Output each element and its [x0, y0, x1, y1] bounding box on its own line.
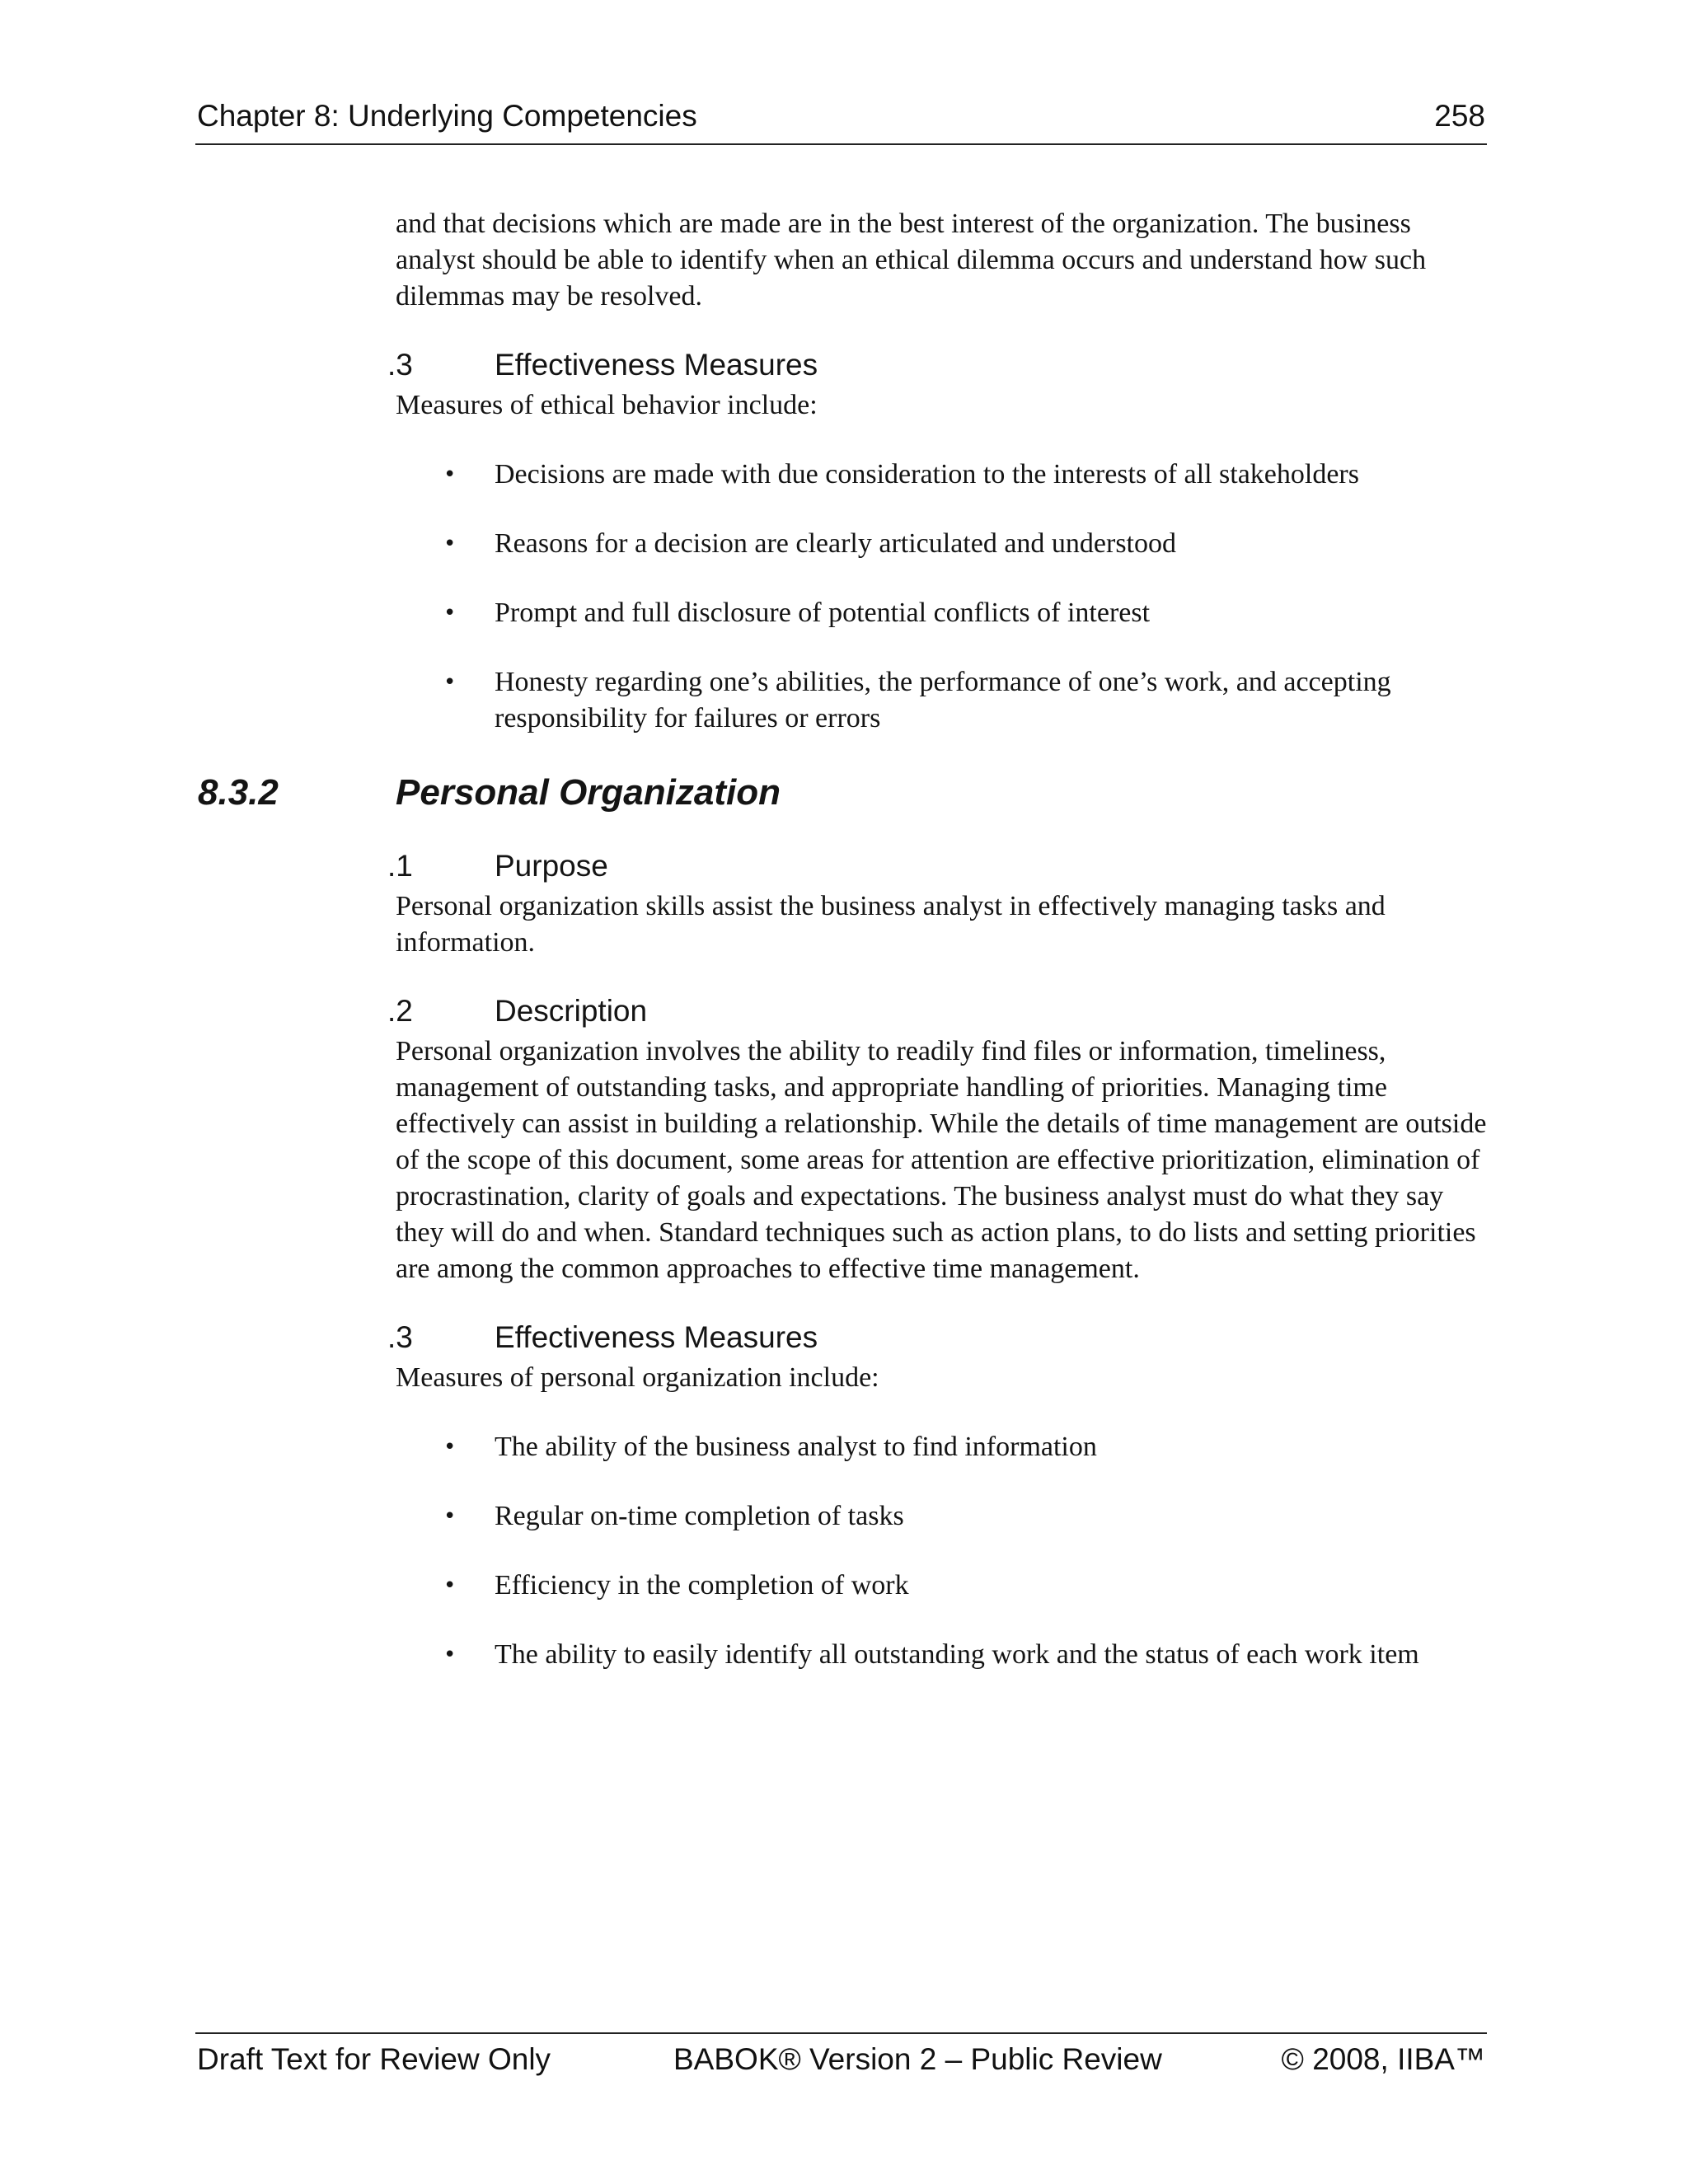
list-item [396, 1498, 1492, 1535]
list-item [396, 1568, 1492, 1604]
bullet-icon: • [443, 1573, 457, 1598]
list-item-text: Efficiency in the completion of work [495, 1570, 909, 1601]
org-effectiveness-heading [387, 1319, 1492, 1357]
description-paragraph: Personal organization involves the ability to readily find files or information, timeliness, management of outstanding tasks, and appropriate handling of priorities. Managing time effectively can assist in building a relationship. While the details of time management are outside of the scope of this document, some areas for attention are effective prioritization, elimination of procrastination, clarity of goals and expectations. The business analyst must do what they say they will do and when. Standard techniques such as action plans, to do lists and setting priorities are among the common approaches to effective time management. [396, 1036, 1487, 1284]
bullet-icon: • [443, 1435, 457, 1460]
subsection-number: .3 [387, 348, 413, 382]
page-header [195, 97, 1487, 145]
list-item-text: Reasons for a decision are clearly articulated and understood [495, 528, 1177, 559]
subsection-title: Effectiveness Measures [495, 1320, 818, 1354]
list-item [396, 664, 1492, 737]
footer-copyright: © 2008, IIBA™ [1281, 2042, 1485, 2076]
list-item [396, 526, 1492, 562]
page-footer [195, 2032, 1487, 2083]
subsection-number: .3 [387, 1320, 413, 1354]
ethics-effectiveness-lead: Measures of ethical behavior include: [396, 390, 818, 420]
subsection-title: Effectiveness Measures [495, 348, 818, 382]
list-item [396, 457, 1492, 493]
page-body [198, 206, 1492, 1706]
list-item-text: Prompt and full disclosure of potential conflicts of interest [495, 598, 1151, 628]
list-item [396, 595, 1492, 631]
bullet-icon: • [443, 1504, 457, 1529]
section-title: Personal Organization [396, 772, 781, 813]
footer-draft-note: Draft Text for Review Only [197, 2042, 551, 2076]
section-number: 8.3.2 [198, 772, 279, 813]
list-item [396, 1637, 1492, 1673]
purpose-paragraph: Personal organization skills assist the business analyst in effectively managing tasks and information. [396, 891, 1386, 958]
org-measures-list [396, 1429, 1492, 1673]
section-heading [198, 770, 1492, 816]
bullet-icon: • [443, 1643, 457, 1667]
bullet-icon: • [443, 670, 457, 695]
list-item-text: The ability of the business analyst to find information [495, 1432, 1097, 1462]
chapter-title: Chapter 8: Underlying Competencies [197, 99, 697, 133]
page-number: 258 [1434, 99, 1485, 133]
bullet-icon: • [443, 532, 457, 556]
org-effectiveness-lead: Measures of personal organization include: [396, 1362, 879, 1393]
description-heading [387, 992, 1492, 1030]
list-item-text: Regular on-time completion of tasks [495, 1501, 904, 1531]
list-item-text: Honesty regarding one’s abilities, the performance of one’s work, and accepting responsibility for failures or errors [495, 667, 1391, 733]
intro-paragraph: and that decisions which are made are in the best interest of the organization. The business analyst should be able to identify when an ethical dilemma occurs and understand how such dilemmas may be resolved. [396, 209, 1427, 312]
ethics-effectiveness-heading [387, 346, 1492, 384]
subsection-title: Description [495, 994, 648, 1028]
purpose-heading [387, 847, 1492, 885]
subsection-number: .1 [387, 849, 413, 883]
list-item-text: The ability to easily identify all outstanding work and the status of each work item [495, 1639, 1419, 1670]
footer-version: BABOK® Version 2 – Public Review [673, 2042, 1162, 2076]
ethics-measures-list [396, 457, 1492, 737]
list-item-text: Decisions are made with due consideration to the interests of all stakeholders [495, 459, 1359, 490]
subsection-number: .2 [387, 994, 413, 1028]
bullet-icon: • [443, 601, 457, 626]
subsection-title: Purpose [495, 849, 608, 883]
list-item [396, 1429, 1492, 1465]
bullet-icon: • [443, 462, 457, 487]
